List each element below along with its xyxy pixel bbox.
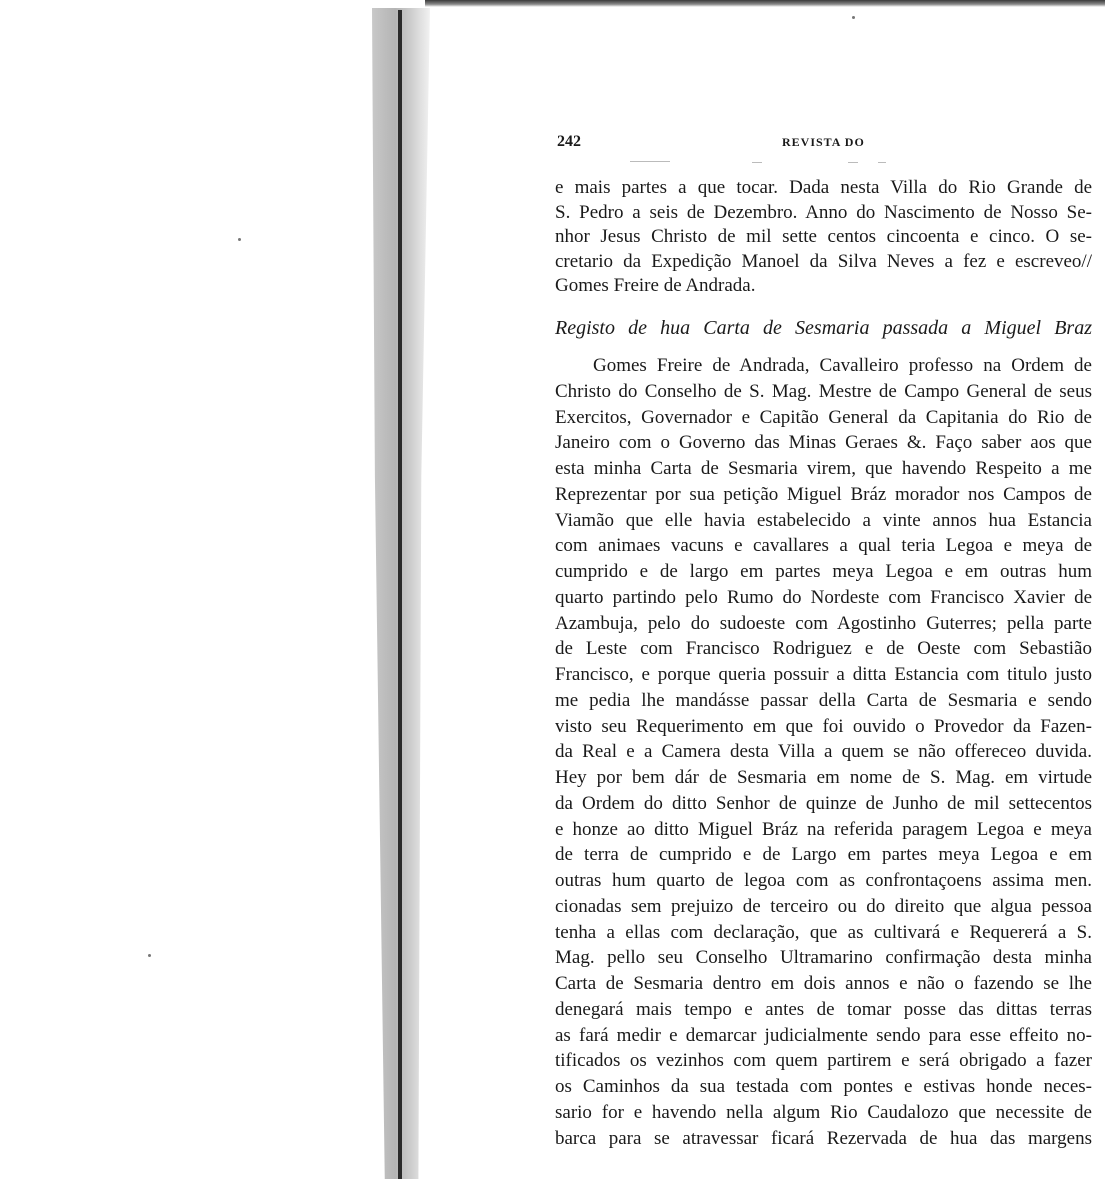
header-rule: [752, 162, 762, 163]
text-line: os Caminhos da sua testada com pontes e estivas honde neces-: [555, 1076, 1092, 1097]
book-gutter-line: [398, 10, 402, 1179]
text-line: da Real e a Camera desta Villa a quem se não offereceo duvida.: [555, 741, 1092, 763]
header-rule: [878, 162, 886, 163]
text-line: quarto partindo pelo Rumo do Nordeste com Francisco Xavier de: [555, 586, 1092, 608]
paragraph-2: [555, 353, 1092, 1151]
text-line: Carta de Sesmaria dentro em dois annos e não o fazendo se lhe: [555, 973, 1092, 994]
text-line: outras hum quarto de legoa com as confrontaçoens assima men.: [555, 870, 1092, 891]
text-line: e mais partes a que tocar. Dada nesta Villa do Rio Grande de: [555, 177, 1092, 198]
text-line: Reprezentar por sua petição Miguel Bráz morador nos Campos de: [555, 483, 1092, 505]
scan-speck: [148, 954, 151, 957]
text-line: da Ordem do ditto Senhor de quinze de Junho de mil settecentos: [555, 792, 1092, 814]
text-line: e honze ao ditto Miguel Bráz na referida paragem Legoa e meya: [555, 818, 1092, 840]
text-line: de Leste com Francisco Rodriguez e de Oeste com Sebastião: [555, 638, 1092, 660]
scan-speck: [238, 238, 241, 241]
text-line: Exercitos, Governador e Capitão General da Capitania do Rio de: [555, 406, 1092, 428]
text-line: nhor Jesus Christo de mil sette centos cincoenta e cinco. O se-: [555, 226, 1092, 248]
text-line: com animaes vacuns e cavallares a qual teria Legoa e meya de: [555, 535, 1092, 557]
text-line: Gomes Freire de Andrada.: [555, 275, 756, 297]
text-line: me pedia lhe mandásse passar della Carta de Sesmaria e sendo: [555, 689, 1092, 711]
text-line: denegará mais tempo e antes de tomar posse das dittas terras: [555, 998, 1092, 1020]
page-top-edge: [425, 0, 1105, 7]
section-heading: Registo de hua Carta de Sesmaria passada a Miguel Braz: [555, 317, 1092, 339]
running-head: REVISTA DO: [782, 135, 865, 149]
text-line: Hey por bem dár de Sesmaria em nome de S. Mag. em virtude: [555, 767, 1092, 788]
text-line: cumprido e de largo em partes meya Legoa e em outras hum: [555, 561, 1092, 582]
scan-speck: [852, 16, 855, 19]
paragraph-1: [555, 176, 1092, 299]
header-rule: [848, 162, 858, 163]
text-line: Gomes Freire de Andrada, Cavalleiro professo na Ordem de: [593, 355, 1092, 376]
text-line: Azambuja, pelo do sudoeste com Agostinho Guterres; pella parte: [555, 612, 1092, 634]
text-line: Christo do Conselho de S. Mag. Mestre de Campo General de seus: [555, 380, 1092, 402]
text-line: S. Pedro a seis de Dezembro. Anno do Nascimento de Nosso Se-: [555, 201, 1092, 223]
text-line: de terra de cumprido e de Largo em partes meya Legoa e em: [555, 844, 1092, 866]
text-line: cionadas sem prejuizo de terceiro ou do direito que algua pessoa: [555, 895, 1092, 917]
text-line: Janeiro com o Governo das Minas Geraes &. Faço saber aos que: [555, 432, 1092, 454]
text-line: Mag. pello seu Conselho Ultramarino confirmação desta minha: [555, 947, 1092, 969]
text-line: tenha a ellas com declaração, que as cultivará e Requererá a S.: [555, 921, 1092, 943]
text-line: Francisco, e porque queria possuir a ditta Estancia com titulo justo: [555, 664, 1092, 685]
text-line: sario for e havendo nella algum Rio Caudalozo que necessite de: [555, 1101, 1092, 1123]
text-line: tificados os vezinhos com quem partirem e será obrigado a fazer: [555, 1050, 1092, 1072]
text-line: visto seu Requerimento em que foi ouvido o Provedor da Fazen-: [555, 715, 1092, 737]
page-number: 242: [557, 133, 581, 150]
text-line: barca para se atravessar ficará Rezervada de hua das margens: [555, 1127, 1092, 1149]
text-line: Viamão que elle havia estabelecido a vinte annos hua Estancia: [555, 509, 1092, 531]
text-line: esta minha Carta de Sesmaria virem, que havendo Respeito a me: [555, 458, 1092, 479]
text-line: as fará medir e demarcar judicialmente sendo para esse effeito no-: [555, 1024, 1092, 1046]
header-rule: [630, 161, 670, 162]
text-line: cretario da Expedição Manoel da Silva Neves a fez e escreveo//: [555, 250, 1092, 272]
